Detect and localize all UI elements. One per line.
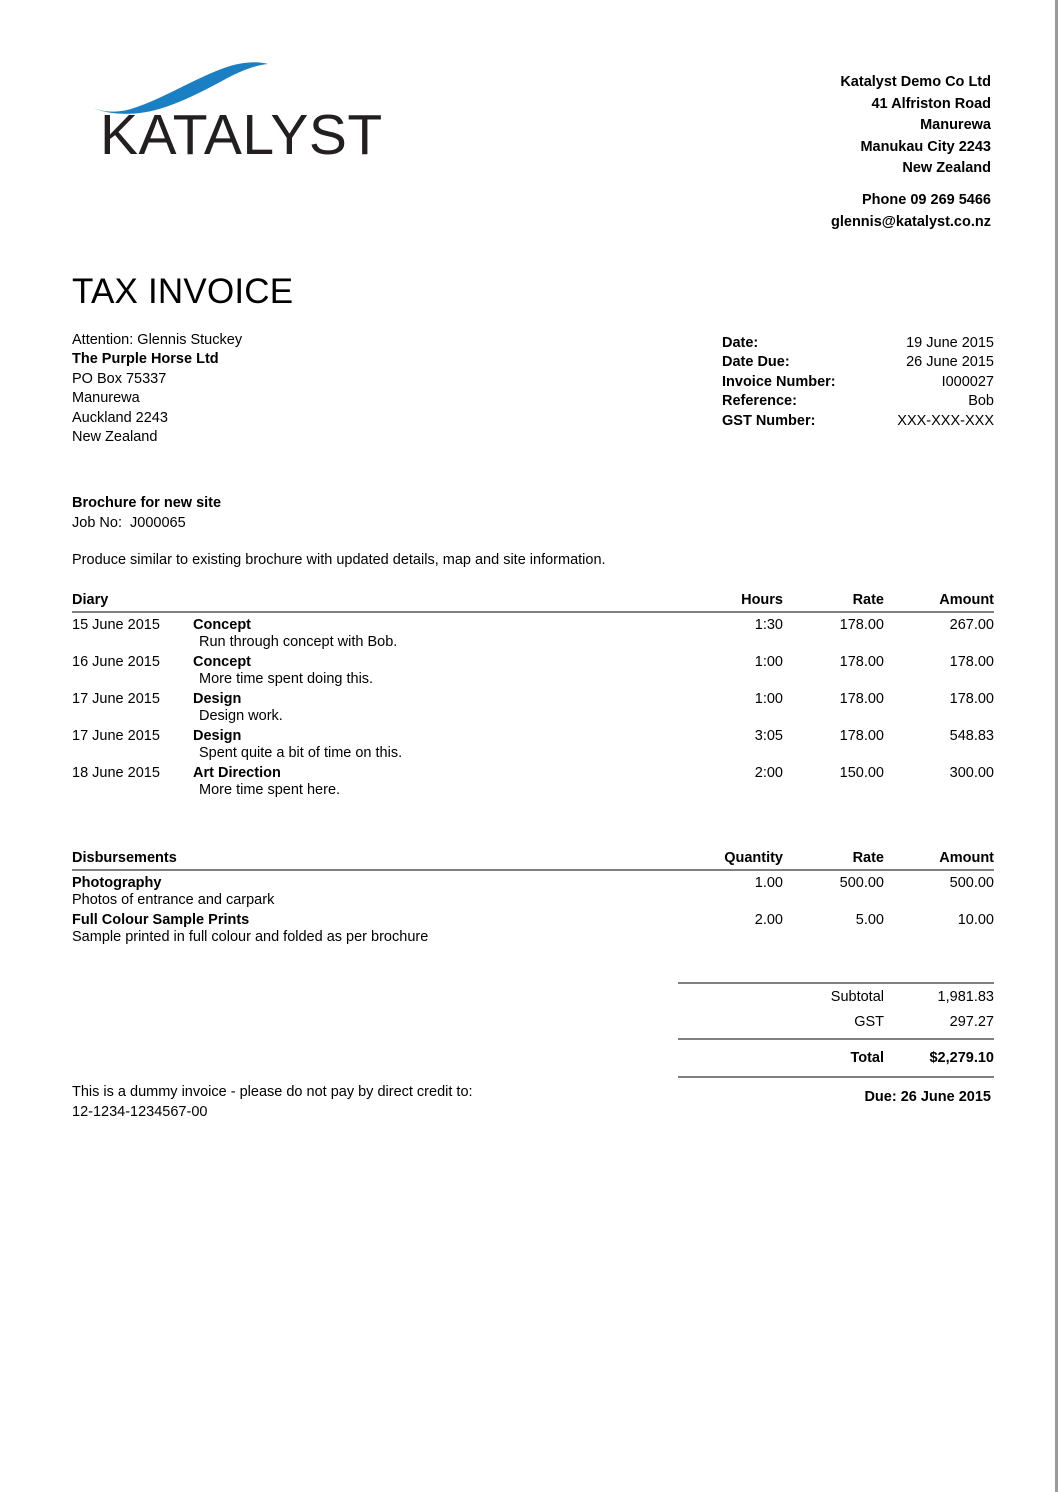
disbursement-amount: 500.00 <box>949 875 994 891</box>
column-header-hours: Hours <box>741 592 783 608</box>
meta-row <box>722 392 994 411</box>
job-number-row <box>72 514 221 534</box>
meta-row <box>722 373 994 392</box>
diary-amount: 548.83 <box>949 728 994 744</box>
disbursement-rate: 500.00 <box>839 875 884 891</box>
diary-date: 18 June 2015 <box>72 765 160 781</box>
disbursements-heading: Disbursements <box>72 850 177 866</box>
table-row <box>72 761 994 781</box>
diary-amount: 267.00 <box>949 617 994 633</box>
company-email: glennis@katalyst.co.nz <box>831 213 991 230</box>
diary-rate: 178.00 <box>839 654 884 670</box>
diary-date: 17 June 2015 <box>72 728 160 744</box>
bill-to-address-line: New Zealand <box>72 429 158 446</box>
diary-task: Art Direction <box>193 765 281 781</box>
diary-hours: 3:05 <box>754 728 783 744</box>
diary-hours: 1:00 <box>754 691 783 707</box>
diary-rate: 178.00 <box>839 617 884 633</box>
bill-to-address-line: Auckland 2243 <box>72 409 168 426</box>
meta-value: I000027 <box>941 373 994 390</box>
table-row <box>72 687 994 707</box>
meta-row <box>722 353 994 372</box>
bill-to-company: The Purple Horse Ltd <box>72 351 219 368</box>
meta-value: 19 June 2015 <box>906 335 994 351</box>
diary-description: More time spent here. <box>199 782 341 798</box>
diary-task: Design <box>193 691 242 707</box>
meta-label: Invoice Number: <box>722 373 836 390</box>
job-number-label: Job No: <box>72 514 122 531</box>
company-address-line: Manukau City 2243 <box>860 138 991 155</box>
company-address-line: New Zealand <box>902 160 991 176</box>
column-header-quantity: Quantity <box>724 850 783 866</box>
gst-row <box>678 1009 994 1034</box>
meta-label: Reference: <box>722 393 797 410</box>
total-label: Total <box>850 1050 884 1066</box>
bill-to-attention: Attention: Glennis Stuckey <box>72 332 243 348</box>
bill-to-address-line: PO Box 75337 <box>72 370 167 387</box>
gst-value: 297.27 <box>949 1014 994 1030</box>
company-phone: Phone 09 269 5466 <box>862 192 991 208</box>
table-row <box>72 613 994 633</box>
diary-amount: 178.00 <box>949 691 994 707</box>
disbursement-description: Photos of entrance and carpark <box>72 892 275 908</box>
company-address-line: Manurewa <box>920 117 991 133</box>
total-row <box>678 1040 994 1076</box>
meta-row <box>722 412 994 431</box>
diary-hours: 2:00 <box>754 765 783 781</box>
bill-to-address-line: Manurewa <box>72 390 140 407</box>
disbursement-item: Full Colour Sample Prints <box>72 912 250 928</box>
column-header-rate: Rate <box>852 850 884 866</box>
disbursement-description: Sample printed in full colour and folded as per brochure <box>72 929 429 945</box>
payment-note-line: This is a dummy invoice - please do not pay by direct credit to: <box>72 1084 473 1100</box>
job-title: Brochure for new site <box>72 495 222 511</box>
company-address <box>840 72 991 180</box>
katalyst-logo <box>86 62 431 167</box>
column-header-rate: Rate <box>852 592 884 608</box>
diary-task: Concept <box>193 617 251 633</box>
disbursement-quantity: 2.00 <box>754 912 783 928</box>
job-number-value: J000065 <box>130 514 186 531</box>
subtotal-value: 1,981.83 <box>937 989 994 1005</box>
meta-row <box>722 334 994 353</box>
column-header-amount: Amount <box>939 850 994 866</box>
disbursement-rate: 5.00 <box>855 912 884 928</box>
job-description: Produce similar to existing brochure with updated details, map and site information. <box>72 552 606 568</box>
job-block <box>72 494 221 533</box>
diary-description: Run through concept with Bob. <box>199 634 398 650</box>
diary-heading: Diary <box>72 592 109 608</box>
subtotal-label: Subtotal <box>830 989 884 1005</box>
page-header <box>0 0 1055 250</box>
company-address-line: Katalyst Demo Co Ltd <box>840 74 991 90</box>
meta-value: 26 June 2015 <box>906 354 994 371</box>
disbursements-table-header <box>72 850 994 871</box>
meta-label: GST Number: <box>722 412 816 429</box>
subtotal-row <box>678 984 994 1009</box>
logo-wordmark: KATALYST <box>100 103 383 167</box>
diary-rate: 178.00 <box>839 691 884 707</box>
payment-account-number: 12-1234-1234567-00 <box>72 1104 208 1120</box>
table-row <box>72 650 994 670</box>
bill-to-block <box>72 331 242 447</box>
company-address-line: 41 Alfriston Road <box>871 95 991 112</box>
diary-rate: 150.00 <box>839 765 884 781</box>
diary-task: Concept <box>193 654 251 670</box>
diary-task: Design <box>193 728 242 744</box>
diary-hours: 1:00 <box>754 654 783 670</box>
diary-description: Spent quite a bit of time on this. <box>199 745 403 761</box>
diary-rate: 178.00 <box>839 728 884 744</box>
invoice-meta <box>722 334 994 431</box>
meta-value: XXX-XXX-XXX <box>897 412 994 429</box>
total-value: $2,279.10 <box>929 1050 994 1066</box>
totals-block <box>678 982 994 1078</box>
diary-table <box>72 592 994 798</box>
diary-table-header <box>72 592 994 613</box>
table-row <box>72 908 994 928</box>
meta-label: Date: <box>722 335 759 351</box>
meta-value: Bob <box>968 393 994 410</box>
diary-date: 15 June 2015 <box>72 617 160 633</box>
gst-label: GST <box>854 1014 884 1030</box>
totals-rule-bottom <box>678 1076 994 1078</box>
meta-label: Date Due: <box>722 354 790 371</box>
table-row <box>72 724 994 744</box>
diary-hours: 1:30 <box>754 617 783 633</box>
disbursement-item: Photography <box>72 875 162 891</box>
disbursement-amount: 10.00 <box>957 912 994 928</box>
diary-amount: 300.00 <box>949 765 994 781</box>
payment-note <box>72 1082 473 1122</box>
diary-amount: 178.00 <box>949 654 994 670</box>
company-contact <box>831 190 991 233</box>
diary-date: 17 June 2015 <box>72 691 160 707</box>
diary-description: More time spent doing this. <box>199 671 374 687</box>
due-date: Due: 26 June 2015 <box>864 1089 991 1105</box>
diary-date: 16 June 2015 <box>72 654 160 670</box>
disbursements-table <box>72 850 994 945</box>
disbursement-quantity: 1.00 <box>754 875 783 891</box>
table-row <box>72 871 994 891</box>
diary-description: Design work. <box>199 708 283 724</box>
page-title: TAX INVOICE <box>72 272 294 311</box>
column-header-amount: Amount <box>939 592 994 608</box>
